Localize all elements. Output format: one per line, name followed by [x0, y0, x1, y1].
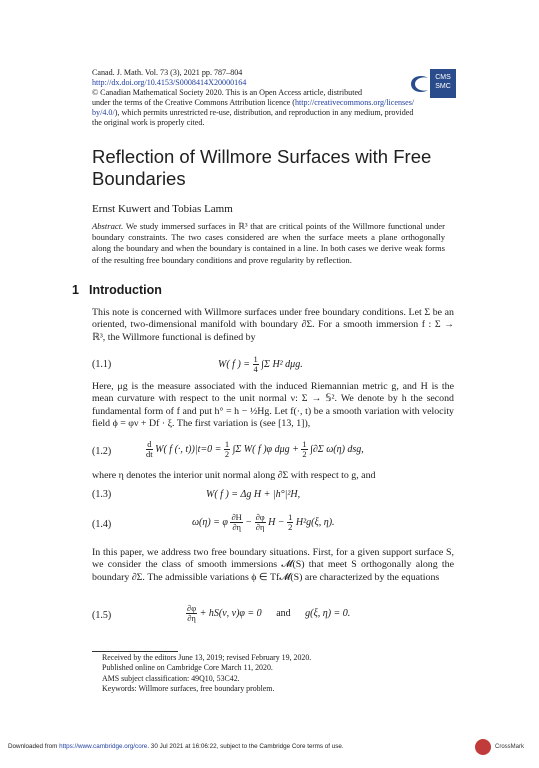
footnote-keywords: Keywords: Willmore surfaces, free boundary problem. — [102, 683, 275, 693]
license-text-2: by/4.0/), which permits unrestricted re-use, distribution, and reproduction in any medium, provided — [92, 108, 414, 118]
doi-link[interactable]: http://dx.doi.org/10.4153/S0008414X20000164 — [92, 78, 247, 88]
cms-swirl-icon — [408, 72, 430, 96]
equation-label: (1.5) — [92, 610, 112, 621]
paragraph-1: This note is concerned with Willmore surfaces under free boundary conditions. Let Σ be an oriented, two-dimensional manifold with boundary ∂Σ. For a smooth immersion f : Σ → ℝ³, the Willmore functional is defined by — [92, 307, 454, 343]
license-text: under the terms of the Creative Commons Attribution licence (http://creativecommons.org/licenses/ — [92, 98, 415, 108]
section-title: Introduction — [89, 283, 162, 297]
equation-label: (1.3) — [92, 489, 112, 500]
equation-1-4: (1.4) ω(η) = φ $\frac{\partial H}{\partial\eta}$ − $\frac{\partial\varphi}{\partial\eta}$ H − $\frac{1}{2}$ H²g(ξ, η). — [92, 512, 335, 532]
paragraph-3: where η denotes the interior unit normal along ∂Σ with respect to g, and — [92, 470, 376, 481]
footnote-rule — [92, 651, 178, 652]
abstract-text: We study immersed surfaces in ℝ³ that are critical points of the Willmore functional under boundary constraints. The two cases considered are when the surface meets a plane orthogonally along the boundary and when the boundary is contained in a line. In both cases we derive weak forms of the resulting free boundary conditions and prove regularity by reflection. — [92, 221, 445, 265]
equation-label: (1.1) — [92, 359, 112, 370]
license-link-2[interactable]: by/4.0/ — [92, 108, 115, 118]
equation-1-1: (1.1) W( f ) = $\frac{1}{4}$ ∫Σ H² dμg. — [92, 354, 303, 374]
equation-1-2: (1.2) $\frac{d}{dt}$ W( f (·, t))|t=0 = $\frac{1}{2}$ ∫Σ W( f )φ dμg + $\frac{1}{2}$ ∫∂Σ ω(η) dsg, — [92, 439, 364, 459]
footnote-msc: AMS subject classification: 49Q10, 53C42. — [102, 673, 240, 683]
paragraph-4: In this paper, we address two free boundary situations. First, for a given support surface S, we consider the class of smooth immersions 𝓜(S) that meet S orthogonally along the boundary ∂Σ. The admissible variations ϕ ∈ Tf𝓜(S) are characterized by the equations — [92, 547, 454, 583]
footnotes — [102, 653, 442, 694]
equation-label: (1.2) — [92, 446, 112, 457]
license-link[interactable]: http://creativecommons.org/licenses/ — [294, 98, 415, 108]
footnote-published: Published online on Cambridge Core March 11, 2020. — [102, 663, 273, 673]
paper-authors: Ernst Kuwert and Tobias Lamm — [92, 203, 233, 215]
paragraph-2: Here, μg is the measure associated with the induced Riemannian metric g, and H is the mean curvature with respect to the unit normal ν: Σ → 𝕊². We denote by h the second fundamental form of f and put h° = h − ½Hg. Let f(·, t) be a smooth variation with velocity field ϕ = φν + Df · ξ. The first variation is (see [13, 1]), — [92, 381, 454, 430]
abstract-label: Abstract. — [92, 221, 124, 231]
crossmark-icon — [475, 739, 491, 755]
license-text-3: the original work is properly cited. — [92, 118, 205, 128]
paper-title: Reflection of Willmore Surfaces with Free Boundaries — [92, 146, 432, 189]
crossmark-label: CrossMark — [495, 744, 525, 750]
footnote-received: Received by the editors June 13, 2019; revised February 19, 2020. — [102, 653, 312, 662]
cms-badge: CMS SMC — [430, 69, 456, 98]
cambridge-core-link[interactable]: https://www.cambridge.org/core — [59, 743, 148, 750]
download-footer: Downloaded from https://www.cambridge.org/core. 30 Jul 2021 at 16:06:22, subject to the Cambridge Core terms of use. — [8, 743, 344, 750]
crossmark-button[interactable] — [475, 739, 537, 757]
journal-citation: Canad. J. Math. Vol. 73 (3), 2021 pp. 787–804 — [92, 68, 243, 77]
abstract — [92, 221, 445, 266]
cms-logo — [408, 69, 456, 99]
journal-header — [92, 68, 462, 129]
equation-1-3: (1.3) W( f ) = Δg H + |h°|²H, — [92, 489, 301, 500]
equation-label: (1.4) — [92, 519, 112, 530]
copyright-line: © Canadian Mathematical Society 2020. This is an Open Access article, distributed — [92, 88, 363, 98]
section-heading — [72, 283, 162, 297]
section-number: 1 — [72, 283, 79, 297]
equation-1-5: (1.5) $\frac{\partial\varphi}{\partial\eta}$ + hS(ν, ν)φ = 0 and g(ξ, η) = 0. — [92, 603, 351, 623]
